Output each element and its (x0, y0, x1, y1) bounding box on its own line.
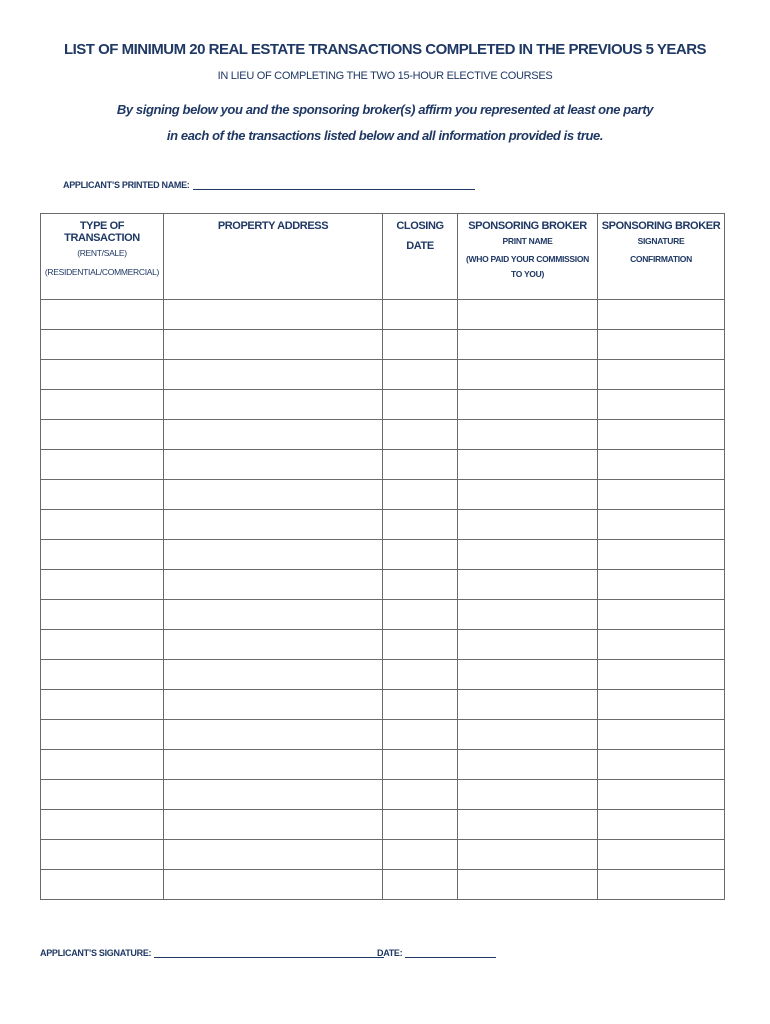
broker-name-cell[interactable] (458, 720, 598, 750)
table-row (41, 330, 725, 360)
broker-signature-cell[interactable] (598, 540, 725, 570)
affirmation-line-2: in each of the transactions listed below and all information provided is true. (166, 128, 604, 143)
affirmation-line-1: By signing below you and the sponsoring broker(s) affirm you represented at least one party (116, 102, 654, 117)
broker-name-cell[interactable] (458, 420, 598, 450)
broker-signature-cell[interactable] (598, 390, 725, 420)
table-row (41, 750, 725, 780)
closing-date-cell[interactable] (383, 660, 458, 690)
date-row (377, 947, 496, 958)
type-cell[interactable] (41, 660, 164, 690)
type-cell[interactable] (41, 330, 164, 360)
applicant-name-row (63, 179, 475, 190)
address-cell[interactable] (164, 480, 383, 510)
table-row (41, 480, 725, 510)
address-cell[interactable] (164, 330, 383, 360)
type-cell[interactable] (41, 570, 164, 600)
type-cell[interactable] (41, 720, 164, 750)
broker-name-cell[interactable] (458, 690, 598, 720)
broker-signature-cell[interactable] (598, 720, 725, 750)
table-row (41, 780, 725, 810)
col-type-of-transaction: TYPE OF TRANSACTION (RENT/SALE) (RESIDENTIAL/COMMERCIAL) (41, 214, 164, 300)
broker-name-cell[interactable] (458, 510, 598, 540)
broker-signature-cell[interactable] (598, 660, 725, 690)
broker-name-cell[interactable] (458, 300, 598, 330)
broker-signature-cell[interactable] (598, 750, 725, 780)
table-row (41, 300, 725, 330)
table-row (41, 660, 725, 690)
table-row (41, 570, 725, 600)
closing-date-cell[interactable] (383, 600, 458, 630)
broker-name-cell[interactable] (458, 480, 598, 510)
broker-signature-cell[interactable] (598, 630, 725, 660)
closing-date-cell[interactable] (383, 360, 458, 390)
broker-name-cell[interactable] (458, 630, 598, 660)
type-cell[interactable] (41, 600, 164, 630)
applicant-signature-field[interactable] (154, 947, 384, 958)
broker-signature-cell[interactable] (598, 510, 725, 540)
address-cell[interactable] (164, 690, 383, 720)
broker-signature-cell[interactable] (598, 870, 725, 900)
table-row (41, 420, 725, 450)
broker-signature-cell[interactable] (598, 450, 725, 480)
table-row (41, 630, 725, 660)
address-cell[interactable] (164, 390, 383, 420)
type-cell[interactable] (41, 450, 164, 480)
form-title: LIST OF MINIMUM 20 REAL ESTATE TRANSACTIONS COMPLETED IN THE PREVIOUS 5 YEARS (63, 41, 707, 58)
table-row (41, 450, 725, 480)
address-cell[interactable] (164, 870, 383, 900)
table-row (41, 600, 725, 630)
type-cell[interactable] (41, 690, 164, 720)
broker-signature-cell[interactable] (598, 330, 725, 360)
address-cell[interactable] (164, 780, 383, 810)
address-cell[interactable] (164, 750, 383, 780)
closing-date-cell[interactable] (383, 300, 458, 330)
date-field[interactable] (405, 947, 496, 958)
closing-date-cell[interactable] (383, 570, 458, 600)
broker-name-cell[interactable] (458, 330, 598, 360)
address-cell[interactable] (164, 360, 383, 390)
closing-date-cell[interactable] (383, 450, 458, 480)
address-cell[interactable] (164, 660, 383, 690)
broker-signature-cell[interactable] (598, 360, 725, 390)
col-closing-date: CLOSING DATE (383, 214, 458, 300)
closing-date-cell[interactable] (383, 390, 458, 420)
table-row (41, 360, 725, 390)
broker-name-cell[interactable] (458, 870, 598, 900)
type-cell[interactable] (41, 480, 164, 510)
col-sponsoring-broker-signature: SPONSORING BROKER SIGNATURE CONFIRMATION (598, 214, 725, 300)
broker-signature-cell[interactable] (598, 600, 725, 630)
broker-signature-cell[interactable] (598, 420, 725, 450)
closing-date-cell[interactable] (383, 330, 458, 360)
closing-date-cell[interactable] (383, 510, 458, 540)
applicant-name-field[interactable] (193, 179, 475, 190)
address-cell[interactable] (164, 570, 383, 600)
type-cell[interactable] (41, 390, 164, 420)
broker-name-cell[interactable] (458, 840, 598, 870)
address-cell[interactable] (164, 720, 383, 750)
applicant-signature-row (40, 947, 384, 958)
closing-date-cell[interactable] (383, 690, 458, 720)
broker-name-cell[interactable] (458, 360, 598, 390)
broker-signature-cell[interactable] (598, 690, 725, 720)
table-row (41, 690, 725, 720)
table-row (41, 810, 725, 840)
broker-signature-cell[interactable] (598, 570, 725, 600)
closing-date-cell[interactable] (383, 630, 458, 660)
type-cell[interactable] (41, 630, 164, 660)
broker-name-cell[interactable] (458, 450, 598, 480)
type-cell[interactable] (41, 780, 164, 810)
broker-signature-cell[interactable] (598, 480, 725, 510)
closing-date-cell[interactable] (383, 750, 458, 780)
address-cell[interactable] (164, 600, 383, 630)
type-cell[interactable] (41, 810, 164, 840)
broker-name-cell[interactable] (458, 660, 598, 690)
table-row (41, 720, 725, 750)
broker-signature-cell[interactable] (598, 300, 725, 330)
broker-name-cell[interactable] (458, 390, 598, 420)
closing-date-cell[interactable] (383, 480, 458, 510)
table-row (41, 870, 725, 900)
closing-date-cell[interactable] (383, 720, 458, 750)
broker-signature-cell[interactable] (598, 780, 725, 810)
date-label: DATE: (377, 948, 403, 958)
table-header-row (41, 214, 725, 300)
transactions-table (40, 213, 725, 900)
broker-name-cell[interactable] (458, 780, 598, 810)
broker-name-cell[interactable] (458, 540, 598, 570)
table-row (41, 390, 725, 420)
col-sponsoring-broker-print-name: SPONSORING BROKER PRINT NAME (WHO PAID YOUR COMMISSION TO YOU) (458, 214, 598, 300)
address-cell[interactable] (164, 630, 383, 660)
address-cell[interactable] (164, 300, 383, 330)
address-cell[interactable] (164, 420, 383, 450)
closing-date-cell[interactable] (383, 870, 458, 900)
address-cell[interactable] (164, 510, 383, 540)
applicant-signature-label: APPLICANT’S SIGNATURE: (40, 948, 152, 958)
type-cell[interactable] (41, 360, 164, 390)
closing-date-cell[interactable] (383, 540, 458, 570)
closing-date-cell[interactable] (383, 840, 458, 870)
address-cell[interactable] (164, 540, 383, 570)
form-subtitle: IN LIEU OF COMPLETING THE TWO 15-HOUR ELECTIVE COURSES (217, 70, 553, 82)
table-row (41, 540, 725, 570)
closing-date-cell[interactable] (383, 420, 458, 450)
type-cell[interactable] (41, 300, 164, 330)
broker-signature-cell[interactable] (598, 810, 725, 840)
closing-date-cell[interactable] (383, 810, 458, 840)
closing-date-cell[interactable] (383, 780, 458, 810)
type-cell[interactable] (41, 870, 164, 900)
table-row (41, 510, 725, 540)
type-cell[interactable] (41, 540, 164, 570)
col-property-address: PROPERTY ADDRESS (164, 214, 383, 300)
address-cell[interactable] (164, 840, 383, 870)
broker-name-cell[interactable] (458, 750, 598, 780)
type-cell[interactable] (41, 750, 164, 780)
table-row (41, 840, 725, 870)
broker-name-cell[interactable] (458, 570, 598, 600)
broker-name-cell[interactable] (458, 600, 598, 630)
address-cell[interactable] (164, 450, 383, 480)
broker-name-cell[interactable] (458, 810, 598, 840)
type-cell[interactable] (41, 420, 164, 450)
applicant-name-label: APPLICANT’S PRINTED NAME: (63, 180, 190, 190)
type-cell[interactable] (41, 510, 164, 540)
broker-signature-cell[interactable] (598, 840, 725, 870)
type-cell[interactable] (41, 840, 164, 870)
address-cell[interactable] (164, 810, 383, 840)
